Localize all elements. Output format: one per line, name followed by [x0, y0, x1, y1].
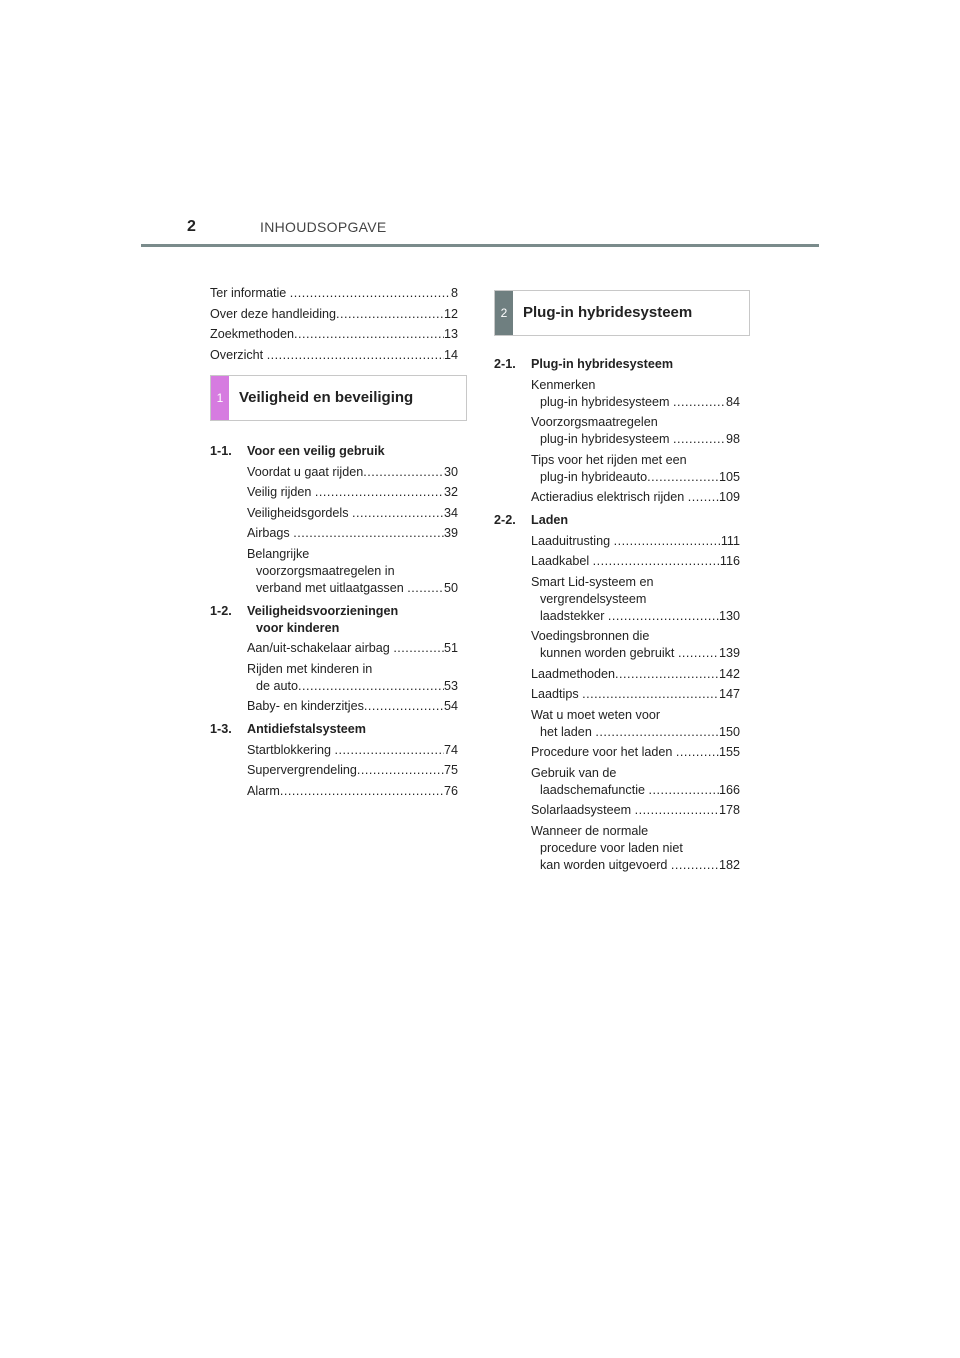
- toc-entry[interactable]: Smart Lid-systeem en vergrendelsysteem laadstekker ..... 130: [531, 574, 740, 625]
- toc-entry[interactable]: Belangrijke voorzorgsmaatregelen in verband met uitlaatgassen ..... 50: [247, 546, 458, 597]
- section-tab-1: 1: [211, 376, 229, 420]
- toc-entry[interactable]: Over deze handleiding ..... 12: [210, 306, 458, 323]
- toc-entry[interactable]: Wanneer de normale procedure voor laden niet kan worden uitgevoerd ..... 182: [531, 823, 740, 874]
- toc-entry[interactable]: Airbags ..... 39: [247, 525, 458, 542]
- toc-entry[interactable]: Tips voor het rijden met een plug-in hybrideauto ..... 105: [531, 452, 740, 486]
- header-title: INHOUDSOPGAVE: [260, 219, 387, 235]
- toc-entry[interactable]: Laadtips ..... 147: [531, 686, 740, 703]
- toc-entry[interactable]: Laadkabel ..... 116: [531, 553, 740, 570]
- toc-entry[interactable]: Overzicht ..... 14: [210, 347, 458, 364]
- toc-entry[interactable]: Laaduitrusting ..... 111: [531, 533, 740, 550]
- page-number: 2: [187, 218, 196, 235]
- subsection-heading[interactable]: 2-1. Plug-in hybridesysteem: [494, 357, 674, 371]
- toc-entry[interactable]: Voedingsbronnen die kunnen worden gebruikt ..... 139: [531, 628, 740, 662]
- subsection-heading[interactable]: 2-2. Laden: [494, 513, 569, 527]
- toc-entry[interactable]: Voordat u gaat rijden ..... 30: [247, 464, 458, 481]
- subsection-heading[interactable]: 1-1. Voor een veilig gebruik: [210, 444, 385, 458]
- section-tab-2: 2: [495, 291, 513, 335]
- subsection-heading[interactable]: 1-2. Veiligheidsvoorzieningen voor kinderen: [210, 603, 399, 635]
- toc-entry[interactable]: Baby- en kinderzitjes ..... 54: [247, 698, 458, 715]
- section-header-2: [494, 290, 750, 336]
- subsection-heading[interactable]: 1-3. Antidiefstalsysteem: [210, 722, 366, 736]
- toc-entry[interactable]: Supervergrendeling ..... 75: [247, 762, 458, 779]
- section-title: Plug-in hybridesysteem: [523, 304, 693, 321]
- toc-entry[interactable]: Wat u moet weten voor het laden ..... 150: [531, 707, 740, 741]
- toc-entry[interactable]: Voorzorgsmaatregelen plug-in hybridesysteem ..... 98: [531, 414, 740, 448]
- header-rule: [141, 244, 819, 247]
- toc-entry[interactable]: Rijden met kinderen in de auto ..... 53: [247, 661, 458, 695]
- toc-left-column: [210, 285, 458, 803]
- section-title: Veiligheid en beveiliging: [239, 389, 414, 406]
- toc-entry[interactable]: Alarm ..... 76: [247, 783, 458, 800]
- toc-entry[interactable]: Zoekmethoden ..... 13: [210, 326, 458, 343]
- toc-right-column: [494, 290, 750, 877]
- toc-entry[interactable]: Ter informatie ..... 8: [210, 285, 458, 302]
- toc-entry[interactable]: Veiligheidsgordels ..... 34: [247, 505, 458, 522]
- section-header-1: [210, 375, 467, 421]
- toc-entry[interactable]: Kenmerken plug-in hybridesysteem ..... 84: [531, 377, 740, 411]
- toc-entry[interactable]: Actieradius elektrisch rijden ..... 109: [531, 489, 740, 506]
- toc-entry[interactable]: Aan/uit-schakelaar airbag ..... 51: [247, 640, 458, 657]
- page-header: [141, 218, 819, 246]
- toc-entry[interactable]: Gebruik van de laadschemafunctie ..... 166: [531, 765, 740, 799]
- toc-entry[interactable]: Procedure voor het laden ..... 155: [531, 744, 740, 761]
- toc-entry[interactable]: Veilig rijden ..... 32: [247, 484, 458, 501]
- toc-entry[interactable]: Laadmethoden ..... 142: [531, 666, 740, 683]
- toc-entry[interactable]: Startblokkering ..... 74: [247, 742, 458, 759]
- toc-entry[interactable]: Solarlaadsysteem ..... 178: [531, 802, 740, 819]
